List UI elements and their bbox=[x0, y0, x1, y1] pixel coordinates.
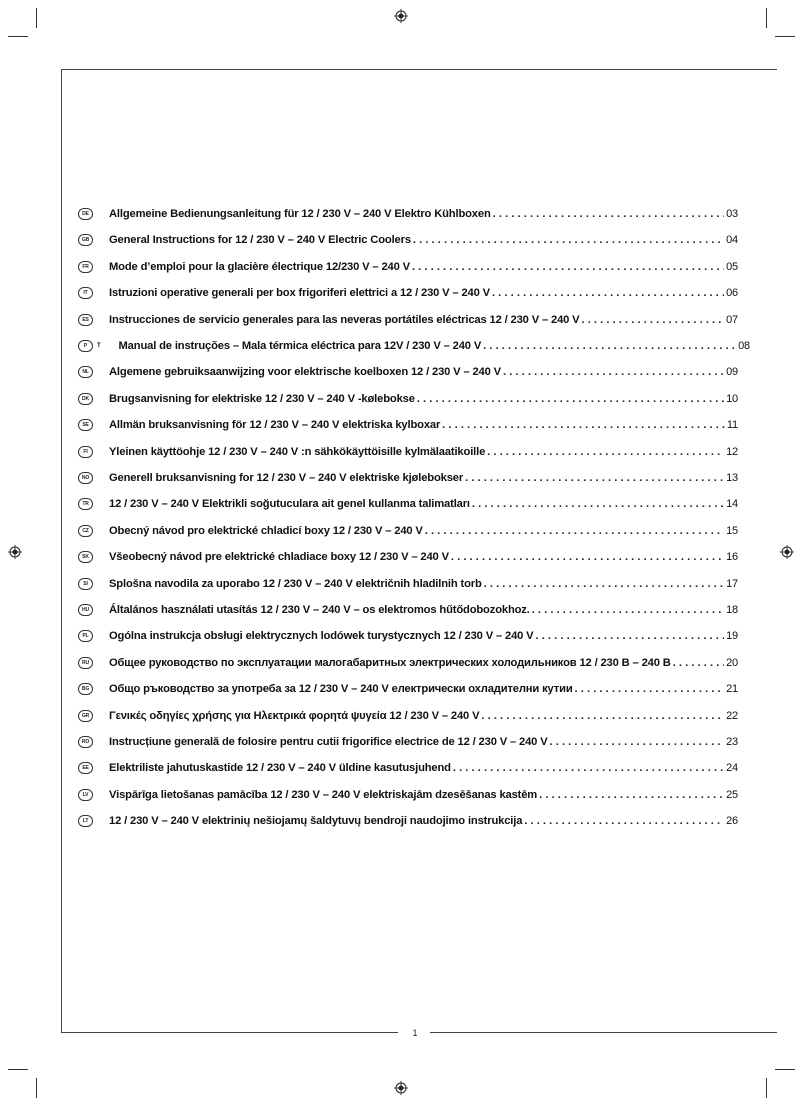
toc-row[interactable] bbox=[78, 363, 738, 381]
toc-row[interactable] bbox=[78, 759, 738, 777]
dot-leader bbox=[425, 525, 724, 537]
crop-mark bbox=[8, 1069, 28, 1070]
toc-page-number: 14 bbox=[726, 498, 738, 511]
toc-row[interactable] bbox=[78, 707, 738, 725]
frame-border-left bbox=[61, 69, 62, 1032]
crop-mark bbox=[775, 1069, 795, 1070]
toc-entry-title: Splošna navodila za uporabo 12 / 230 V – 240 V električnih hladilnih torb bbox=[109, 577, 482, 590]
toc-row[interactable] bbox=[78, 337, 750, 355]
toc-row[interactable] bbox=[78, 548, 738, 566]
dot-leader bbox=[413, 234, 724, 246]
dot-leader bbox=[487, 446, 724, 458]
registration-mark-icon bbox=[394, 9, 408, 23]
toc-page-number: 24 bbox=[726, 762, 738, 775]
toc-page-number: 11 bbox=[726, 419, 738, 432]
toc-row[interactable] bbox=[78, 258, 738, 276]
dot-leader bbox=[484, 578, 724, 590]
toc-page-number: 07 bbox=[726, 313, 738, 326]
language-code-badge: SK bbox=[78, 551, 93, 563]
crop-mark bbox=[36, 1078, 37, 1098]
crop-mark bbox=[36, 8, 37, 28]
language-code-badge: RU bbox=[78, 657, 93, 669]
toc-entry-title: General Instructions for 12 / 230 V – 240 V Electric Coolers bbox=[109, 234, 411, 247]
toc-page-number: 26 bbox=[726, 815, 738, 828]
dot-leader bbox=[453, 762, 724, 774]
language-code-badge: HU bbox=[78, 604, 93, 616]
toc-page-number: 13 bbox=[726, 472, 738, 484]
toc-page-number: 22 bbox=[726, 709, 738, 722]
language-code-badge: LV bbox=[78, 789, 93, 801]
toc-row[interactable] bbox=[78, 495, 738, 513]
dot-leader bbox=[539, 789, 724, 801]
dot-leader bbox=[451, 551, 724, 563]
toc-row[interactable] bbox=[78, 205, 738, 223]
toc-entry-title: Instrucțiune generală de folosire pentru cutii frigorifice electrice de 12 / 230 V – 240 V bbox=[109, 736, 548, 748]
toc-page-number: 03 bbox=[726, 208, 738, 220]
language-code-badge: TR bbox=[78, 498, 93, 510]
dot-leader bbox=[532, 604, 724, 616]
toc-row[interactable] bbox=[78, 311, 738, 329]
toc-page-number: 09 bbox=[726, 366, 738, 379]
toc-entry-title: Elektriliste jahutuskastide 12 / 230 V – 240 V üldine kasutusjuhend bbox=[109, 762, 451, 775]
language-code-badge: DK bbox=[78, 393, 93, 405]
language-code-badge: FR bbox=[78, 261, 93, 273]
toc-row[interactable] bbox=[78, 601, 738, 619]
language-code-badge: NL bbox=[78, 366, 93, 378]
crop-mark bbox=[766, 1078, 767, 1098]
language-code-badge: RO bbox=[78, 736, 93, 748]
dot-leader bbox=[582, 314, 725, 326]
toc-page-number: 12 bbox=[726, 445, 738, 458]
dot-leader bbox=[481, 710, 724, 722]
toc-page-number: 20 bbox=[726, 656, 738, 669]
toc-row[interactable] bbox=[78, 231, 738, 249]
toc-page-number: 10 bbox=[726, 392, 738, 405]
language-code-badge: DE bbox=[78, 208, 93, 220]
language-code-badge: GB bbox=[78, 234, 93, 246]
toc-entry-title: Algemene gebruiksaanwijzing voor elektrische koelboxen 12 / 230 V – 240 V bbox=[109, 366, 501, 379]
language-code-badge: EE bbox=[78, 762, 93, 774]
toc-page-number: 25 bbox=[726, 788, 738, 801]
toc-row[interactable] bbox=[78, 284, 738, 302]
toc-page-number: 16 bbox=[726, 551, 738, 564]
toc-entry-title: Általános használati utasítás 12 / 230 V – 240 V – os elektromos hűtődobozokhoz. bbox=[109, 604, 530, 616]
toc-row[interactable] bbox=[78, 812, 738, 830]
frame-border-bottom bbox=[430, 1032, 777, 1033]
language-code-suffix: T bbox=[97, 343, 101, 349]
crop-mark bbox=[766, 8, 767, 28]
language-code-badge: SE bbox=[78, 419, 93, 431]
toc-row[interactable] bbox=[78, 786, 738, 804]
toc-entry-title: Mode d’emploi pour la glacière électrique 12/230 V – 240 V bbox=[109, 260, 410, 273]
toc-entry-title: Ogólna instrukcja obsługi elektrycznych lodówek turystycznych 12 / 230 V – 240 V bbox=[109, 630, 534, 643]
toc-row[interactable] bbox=[78, 416, 738, 434]
crop-mark bbox=[775, 36, 795, 37]
page-number: 1 bbox=[412, 1028, 418, 1038]
toc-entry-title: Allgemeine Bedienungsanleitung für 12 / 230 V – 240 V Elektro Kühlboxen bbox=[109, 208, 491, 220]
dot-leader bbox=[492, 287, 724, 299]
dot-leader bbox=[472, 498, 724, 510]
toc-page-number: 04 bbox=[726, 234, 738, 247]
toc-row[interactable] bbox=[78, 627, 738, 645]
dot-leader bbox=[503, 366, 724, 378]
dot-leader bbox=[524, 815, 724, 827]
language-code-badge: GR bbox=[78, 710, 93, 722]
dot-leader bbox=[550, 736, 725, 748]
toc-entry-title: 12 / 230 V – 240 V elektrinių nešiojamų šaldytuvų bendroji naudojimo instrukcija bbox=[109, 815, 523, 828]
toc-entry-title: Общо ръководство за употреба за 12 / 230 V – 240 V електрически охладителни кутии bbox=[109, 683, 573, 696]
registration-mark-icon bbox=[780, 545, 794, 559]
toc-entry-title: Istruzioni operative generali per box frigoriferi elettrici a 12 / 230 V – 240 V bbox=[109, 287, 490, 300]
toc-page-number: 17 bbox=[726, 577, 738, 590]
toc-page-number: 06 bbox=[726, 287, 738, 300]
toc-entry-title: Vispārīga lietošanas pamācība 12 / 230 V – 240 V elektriskajām dzesēšanas kastēm bbox=[109, 788, 538, 801]
toc-page-number: 15 bbox=[726, 524, 738, 537]
toc-page-number: 18 bbox=[726, 604, 738, 616]
dot-leader bbox=[412, 261, 724, 273]
dot-leader bbox=[417, 393, 724, 405]
language-code-badge: FI bbox=[78, 446, 93, 458]
dot-leader bbox=[535, 630, 724, 642]
toc-entry-title: Všeobecný návod pre elektrické chladiace boxy 12 / 230 V – 240 V bbox=[109, 551, 449, 564]
toc-page-number: 23 bbox=[726, 736, 738, 748]
toc-row[interactable] bbox=[78, 575, 738, 593]
toc-entry-title: Instrucciones de servicio generales para las neveras portátiles eléctricas 12 / 230 V – 240 V bbox=[109, 313, 580, 326]
language-code-badge: CZ bbox=[78, 525, 93, 537]
toc-entry-title: 12 / 230 V – 240 V Elektrikli soğutuculara ait genel kullanma talimatları bbox=[109, 498, 470, 511]
language-code-badge: LT bbox=[78, 815, 93, 827]
toc-entry-title: Obecný návod pro elektrické chladicí boxy 12 / 230 V – 240 V bbox=[109, 524, 423, 537]
language-code-badge: IT bbox=[78, 287, 93, 299]
toc-entry-title: Yleinen käyttöohje 12 / 230 V – 240 V :n sähkökäyttöisille kylmälaatikoille bbox=[109, 445, 486, 458]
dot-leader bbox=[493, 208, 724, 220]
toc-row[interactable] bbox=[78, 733, 738, 751]
frame-border-top bbox=[61, 69, 777, 70]
toc-entry-title: Allmän bruksanvisning för 12 / 230 V – 240 V elektriska kylboxar bbox=[109, 419, 441, 432]
toc-row[interactable] bbox=[78, 443, 738, 461]
toc-entry-title: Generell bruksanvisning for 12 / 230 V – 240 V elektriske kjølebokser bbox=[109, 472, 464, 484]
toc-page-number: 05 bbox=[726, 260, 738, 273]
dot-leader bbox=[673, 657, 724, 669]
registration-mark-icon bbox=[8, 545, 22, 559]
toc-row[interactable] bbox=[78, 469, 738, 487]
language-code-badge: BG bbox=[78, 683, 93, 695]
language-code-badge: SI bbox=[78, 578, 93, 590]
language-code-badge: PL bbox=[78, 630, 93, 642]
toc-row[interactable] bbox=[78, 680, 738, 698]
toc-entry-title: Brugsanvisning for elektriske 12 / 230 V – 240 V -kølebokse bbox=[109, 392, 415, 405]
toc-row[interactable] bbox=[78, 390, 738, 408]
toc-entry-title: Γενικές οδηγίες χρήσης για Ηλεκτρικά φορητά ψυγεία 12 / 230 V – 240 V bbox=[109, 709, 480, 722]
toc-entry-title: Общее руководство по эксплуатации малогабаритных электрических холодильников 12 / 230 В – 240 В bbox=[109, 656, 671, 669]
toc-page-number: 21 bbox=[726, 683, 738, 696]
toc-page-number: 19 bbox=[726, 630, 738, 643]
dot-leader bbox=[483, 340, 736, 352]
language-code-badge: NO bbox=[78, 472, 93, 484]
dot-leader bbox=[575, 683, 725, 695]
registration-mark-icon bbox=[394, 1081, 408, 1095]
toc-entry-title: Manual de instruções – Mala térmica eléctrica para 12V / 230 V – 240 V bbox=[118, 340, 482, 352]
language-code-badge: ES bbox=[78, 314, 93, 326]
dot-leader bbox=[465, 472, 724, 484]
toc-row[interactable] bbox=[78, 522, 738, 540]
dot-leader bbox=[442, 419, 725, 431]
crop-mark bbox=[8, 36, 28, 37]
language-code-badge: P bbox=[78, 340, 93, 352]
toc-row[interactable] bbox=[78, 654, 738, 672]
frame-border-bottom bbox=[61, 1032, 398, 1033]
toc-page-number: 08 bbox=[738, 340, 750, 352]
